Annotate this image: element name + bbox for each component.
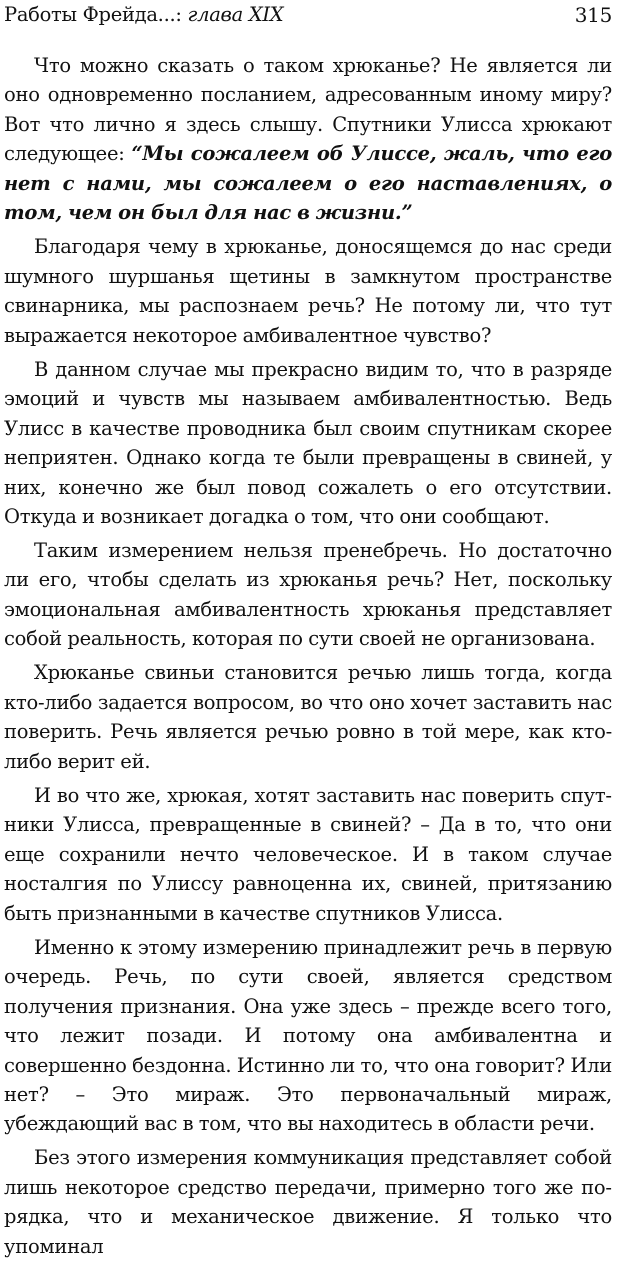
page-header [4,2,612,36]
paragraph-3: В данном случае мы прекрасно видим то, что в разряде эмоций и чувств мы называем амбивалентностью. Ведь Улисс в качестве проводника был своим спутникам скорее неприятен. Однако когда те были превращены в свиней, у них, конечно же был повод сожалеть о его отсутствии. Откуда и возникает догадка о том, что они сообщают. [4,357,612,528]
paragraph-2: Благодаря чему в хрюканье, доносящемся до нас среди шумного шуршанья щетины в замкнутом пространстве свинарника, мы распознаем речь? Не потому ли, что тут выражается некоторое амбивалентное чувство? [4,235,612,347]
chapter-label: глава XIX [187,3,284,26]
running-head [4,2,283,28]
paragraph-5: Хрюканье свиньи становится речью лишь тогда, когда кто-либо задается вопросом, во что оно хочет заставить нас поверить. Речь является речью ровно в той мере, как кто-либо верит ей. [4,661,612,773]
companions-quote: “Мы сожалеем об Улиссе, жаль, что его нет с нами, мы сожалеем о его наставлениях, о том, чем он был для нас в жизни.” [4,142,612,225]
paragraph-6: И во что же, хрюкая, хотят заставить нас поверить спутники Улисса, превращенные в свиней? – Да в то, что они еще сохранили нечто человеческое. И в таком случае носталгия по Улиссу равноценна их, свиней, притязанию быть признанными в качестве спутников Улисса. [4,783,612,925]
paragraph-7: Именно к этому измерению принадлежит речь в первую очередь. Речь, по сути своей, является средством получения признания. Она уже здесь – прежде всего того, что лежит позади. И потому она амбивалентна и совершенно бездонна. Истинно ли то, что она говорит? Или нет? – Это мираж. Это первоначальный мираж, убеждающий вас в том, что вы находитесь в области речи. [4,935,612,1136]
paragraph-8: Без этого измерения коммуникация представляет собой лишь некоторое средство передачи, примерно того же порядка, что и механическое движение. Я только что упоминал [4,1146,612,1258]
running-title: Работы Фрейда...: [4,3,188,26]
paragraph-4: Таким измерением нельзя пренебречь. Но достаточно ли его, чтобы сделать из хрюканья речь? Нет, поскольку эмоциональная амбивалентность хрюканья представляет собой реальность, которая по сути своей не организована. [4,539,612,651]
body-text [4,51,612,1266]
paragraph-1 [4,51,612,228]
paragraph-1-text: Что можно сказать о таком хрюканье? Не является ли оно одновременно посланием, адресованным иному миру? Вот что лично я здесь слышу. Спутники Улисса хрюкают следующее: [4,54,612,166]
page-number: 315 [574,3,612,27]
